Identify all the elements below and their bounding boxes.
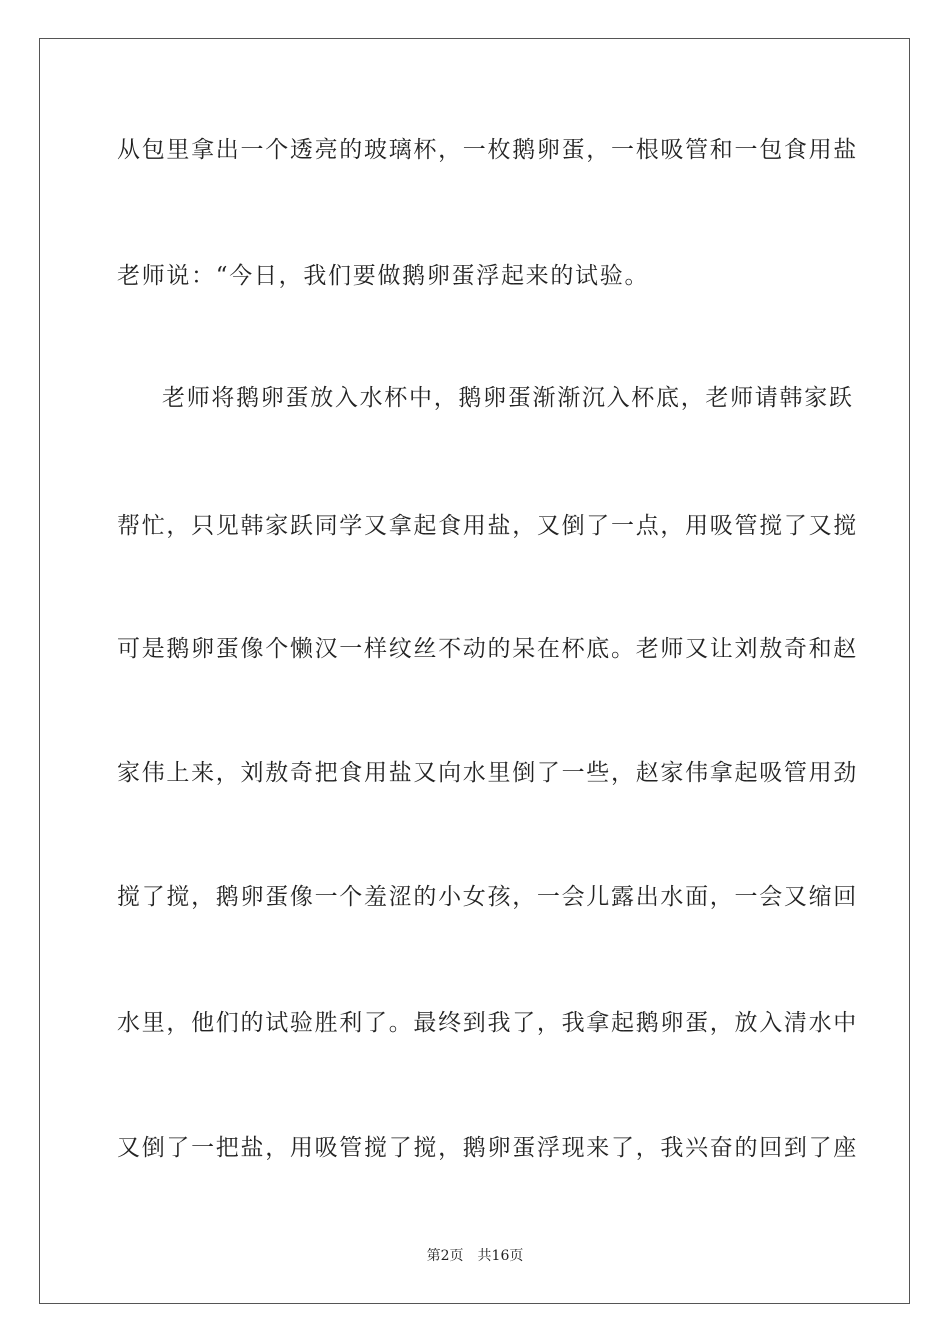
- text-line-7: 搅了搅，鹅卵蛋像一个羞涩的小女孩，一会儿露出水面，一会又缩回: [117, 884, 858, 910]
- text-line-5: 可是鹅卵蛋像个懒汉一样纹丝不动的呆在杯底。老师又让刘敖奇和赵: [117, 636, 858, 662]
- text-line-2: 老师说：“今日，我们要做鹅卵蛋浮起来的试验。: [117, 263, 650, 289]
- text-line-4: 帮忙，只见韩家跃同学又拿起食用盐，又倒了一点，用吸管搅了又搅: [117, 513, 858, 539]
- text-line-8: 水里，他们的试验胜利了。最终到我了，我拿起鹅卵蛋，放入清水中: [117, 1010, 858, 1036]
- text-line-1: 从包里拿出一个透亮的玻璃杯，一枚鹅卵蛋，一根吸管和一包食用盐: [117, 137, 858, 163]
- text-line-3: 老师将鹅卵蛋放入水杯中，鹅卵蛋渐渐沉入杯底，老师请韩家跃: [162, 385, 854, 411]
- text-line-6: 家伟上来，刘敖奇把食用盐又向水里倒了一些，赵家伟拿起吸管用劲: [117, 760, 858, 786]
- page-border: [39, 38, 910, 1304]
- text-line-9: 又倒了一把盐，用吸管搅了搅，鹅卵蛋浮现来了，我兴奋的回到了座: [117, 1135, 858, 1161]
- page-number-footer: 第2页 共16页: [426, 1248, 524, 1264]
